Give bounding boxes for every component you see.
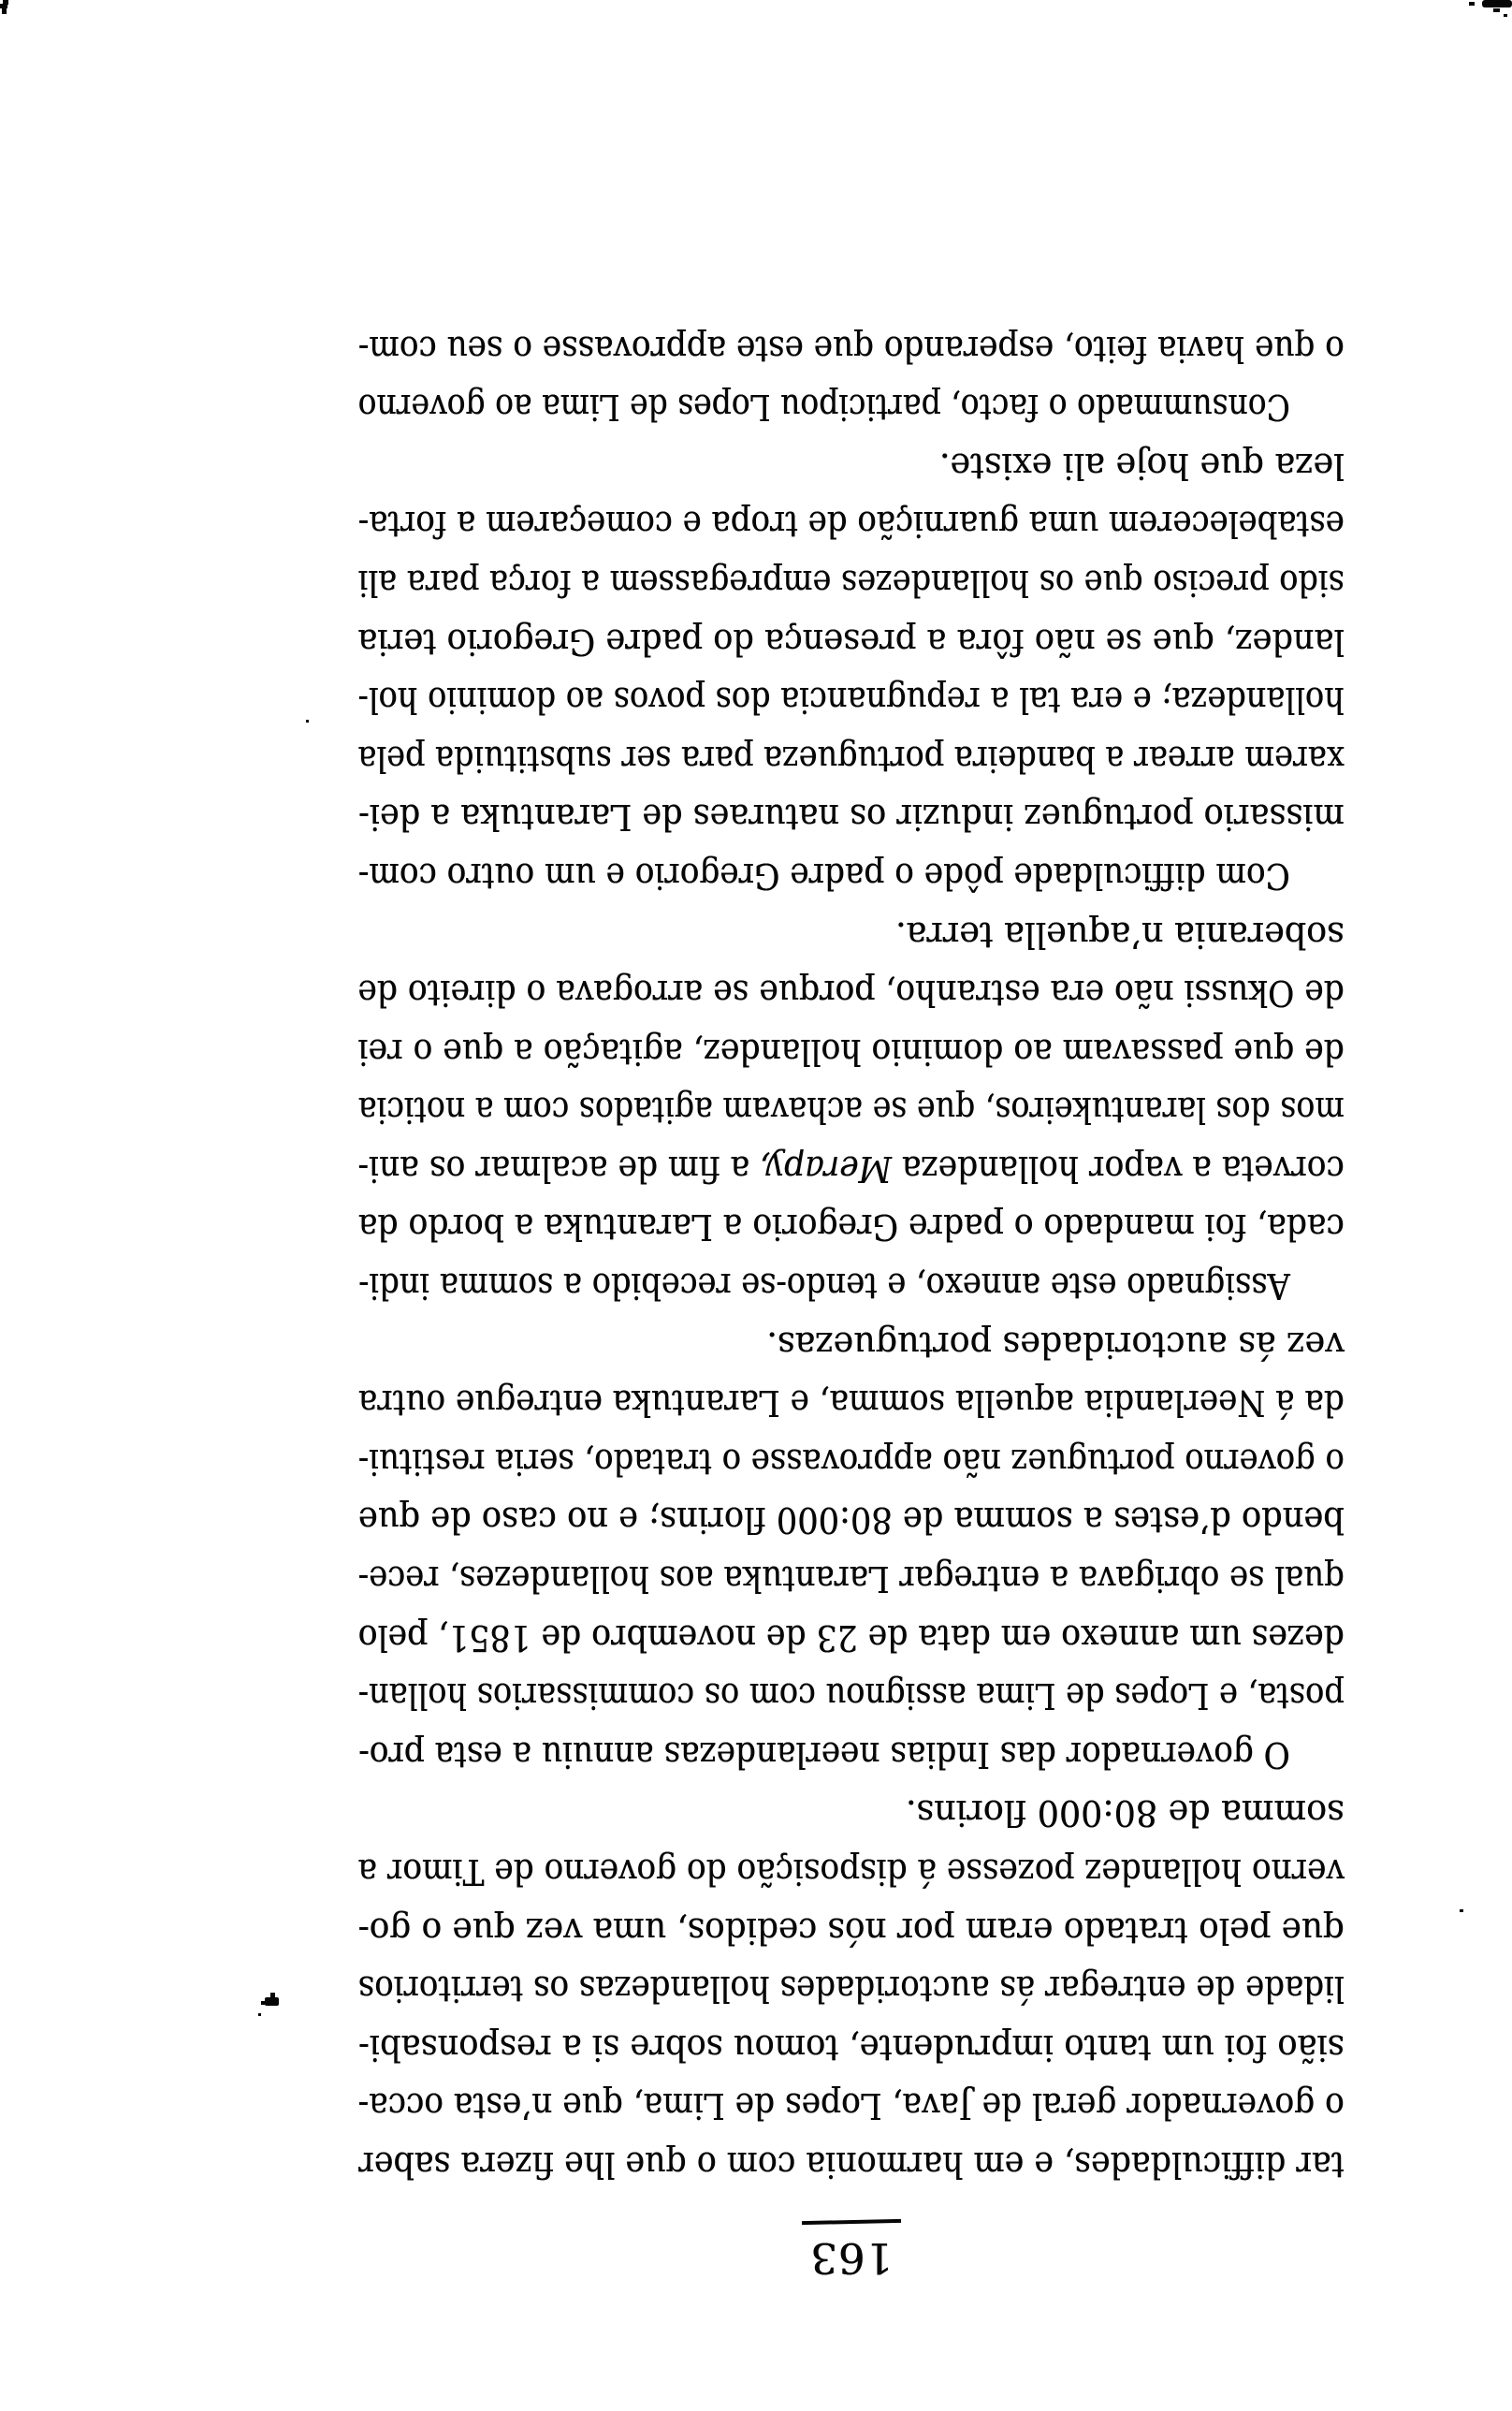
scan-artifact-speck	[306, 720, 309, 723]
text-segment: soberania n’aquella terra.	[895, 913, 1345, 956]
scan-artifact-top-right	[1482, 0, 1512, 7]
text-segment: Assignado este annexo, e tendo-se recebido a somma indi-	[358, 1265, 1290, 1308]
scan-artifact-top-right	[1469, 2, 1475, 6]
text-segment: lidade de entregar ás auctoridades hollandezas os territorios	[357, 1968, 1345, 2010]
text-segment: estabelecerem uma guarnição de tropa e começarem a forta-	[357, 504, 1345, 546]
text-line-content	[767, 1315, 1345, 1374]
scan-artifact-top-right	[1504, 14, 1507, 17]
text-line	[358, 1549, 1345, 1608]
text-line-content	[358, 846, 1290, 905]
text-line	[358, 729, 1345, 788]
text-line	[358, 378, 1345, 437]
text-segment: tar difficuldades, e em harmonia com o que lhe fizera saber	[358, 2144, 1345, 2185]
text-segment: O governador das Indias neerlandezas annuiu a esta pro-	[358, 1733, 1290, 1775]
scan-artifact-top-left	[2, 8, 7, 14]
text-line	[358, 436, 1345, 495]
text-line-content	[358, 378, 1290, 437]
text-line	[358, 2077, 1345, 2136]
text-line	[358, 1139, 1345, 1198]
text-line-content	[358, 1725, 1290, 1784]
text-line-content	[895, 905, 1345, 964]
text-segment: o que havia feito, esperando que este approvasse o seu com-	[358, 328, 1345, 370]
ship-name-italic: Merapy,	[760, 1147, 893, 1190]
text-line-content	[358, 671, 1345, 730]
text-line-content	[358, 495, 1345, 554]
text-line-content	[358, 1667, 1345, 1726]
text-segment: posta, e Lopes de Lima assignou com os commissarios hollan-	[357, 1675, 1345, 1717]
text-segment: missario portuguez induzir os naturaes de Larantuka a dei-	[358, 796, 1345, 839]
text-line-content	[358, 2077, 1345, 2136]
text-line-content	[358, 964, 1345, 1023]
text-line-content	[358, 1081, 1345, 1140]
text-segment: landez, que se não fôra a presença do padre Gregorio teria	[357, 621, 1345, 663]
scan-artifact-ink-blob	[265, 1997, 279, 2006]
scan-artifact-top-right	[1493, 8, 1500, 12]
text-segment: de Okussi não era estranho, porque se arrogava o direito de	[357, 972, 1345, 1015]
text-segment: que pelo tratado eram por nós cedidos, uma vez que o go-	[357, 1909, 1345, 1951]
text-segment: Com difficuldade pôde o padre Gregorio e um outro com-	[358, 855, 1290, 897]
scan-artifact-speck	[1460, 1909, 1463, 1912]
text-segment: da á Neerlandia aquella somma, e Larantuka entregue outra	[358, 1382, 1345, 1425]
text-segment: somma de 80:000 florins.	[906, 1792, 1345, 1834]
text-line	[358, 1432, 1345, 1491]
text-segment: sião foi um tanto imprudente, tomou sobre si a responsabi-	[358, 2026, 1345, 2068]
text-segment: vez ás auctoridades portuguezas.	[766, 1323, 1345, 1366]
text-line-content	[358, 1842, 1345, 1901]
text-line-content	[906, 1784, 1345, 1843]
text-line-content	[358, 788, 1345, 847]
text-line-content	[358, 2018, 1345, 2077]
text-segment: corveta a vapor hollandeza	[892, 1147, 1345, 1190]
text-line	[358, 1960, 1345, 2019]
text-line	[358, 671, 1345, 730]
text-line	[358, 788, 1345, 847]
text-segment: hollandeza; e era tal a repugnancia dos povos ao dominio hol-	[357, 679, 1345, 722]
text-line	[358, 1315, 1345, 1374]
text-line	[358, 1784, 1345, 1843]
text-segment: o governo portuguez não approvasse o tratado, seria restitui-	[357, 1440, 1345, 1483]
text-line-content	[358, 1901, 1345, 1960]
text-line-content	[358, 553, 1345, 612]
text-line-content	[358, 1198, 1345, 1257]
text-line-content	[358, 1608, 1345, 1667]
text-line	[358, 1725, 1345, 1784]
text-line	[358, 2018, 1345, 2077]
text-line-content	[358, 1374, 1345, 1433]
text-line-content	[358, 1022, 1345, 1081]
text-line-content	[358, 319, 1345, 378]
text-segment: verno hollandez pozesse á disposição do governo de Timor a	[357, 1851, 1345, 1893]
text-segment: o governador geral de Java, Lopes de Lima, que n’esta occa-	[357, 2085, 1345, 2127]
text-segment: a fim de acalmar os ani-	[357, 1147, 761, 1190]
text-line	[358, 964, 1345, 1023]
text-line-content	[358, 2135, 1345, 2194]
text-line-content	[358, 1432, 1345, 1491]
text-segment: cada, foi mandado o padre Gregorio a Larantuka a bordo da	[358, 1206, 1345, 1249]
text-line-content	[358, 1549, 1345, 1608]
text-line-content	[358, 1491, 1345, 1550]
text-segment: leza que hoje ali existe.	[939, 445, 1345, 487]
text-line	[358, 905, 1345, 964]
text-line	[358, 1022, 1345, 1081]
text-line	[358, 1374, 1345, 1433]
text-segment: dezes um annexo em data de 23 de novembro de 1851, pelo	[357, 1616, 1345, 1658]
text-line	[358, 1257, 1345, 1316]
text-segment: sido preciso que os hollandezes empregassem a força para ali	[357, 562, 1345, 604]
text-line	[358, 1842, 1345, 1901]
text-segment: xarem arrear a bandeira portugueza para ser substituida pela	[357, 738, 1345, 780]
text-line-content	[358, 1139, 1345, 1198]
text-line	[358, 1491, 1345, 1550]
text-line	[358, 495, 1345, 554]
text-line-content	[939, 436, 1345, 495]
text-line	[358, 319, 1345, 378]
text-line	[358, 846, 1345, 905]
scan-artifact-ink-blob	[258, 2013, 261, 2016]
text-line	[358, 1081, 1345, 1140]
text-line	[358, 2135, 1345, 2194]
text-line-content	[358, 612, 1345, 671]
text-line-content	[358, 1960, 1345, 2019]
text-line	[358, 1901, 1345, 1960]
scan-artifact-ink-blob	[270, 1993, 275, 1997]
text-line	[358, 1198, 1345, 1257]
text-segment: bendo d’estes a somma de 80:000 florins; e no caso de que	[358, 1499, 1345, 1542]
text-line-content	[358, 729, 1345, 788]
text-line-content	[358, 1257, 1290, 1316]
scan-artifact-ink-blob	[261, 2001, 265, 2005]
text-segment: qual se obrigava a entregar Larantuka aos hollandezes, rece-	[357, 1558, 1345, 1600]
page-number-rule	[802, 2219, 901, 2225]
text-segment: Consummado o facto, participou Lopes de Lima ao governo	[357, 387, 1290, 429]
text-line	[358, 553, 1345, 612]
text-segment: mos dos larantukeiros, que se achavam agitados com a noticia	[358, 1089, 1345, 1132]
text-line	[358, 612, 1345, 671]
page-text	[358, 319, 1345, 2194]
text-line	[358, 1667, 1345, 1726]
page-number: 163	[809, 2233, 894, 2283]
text-line	[358, 1608, 1345, 1667]
text-segment: de que passavam ao dominio hollandez, agitação a que o rei	[357, 1030, 1345, 1073]
